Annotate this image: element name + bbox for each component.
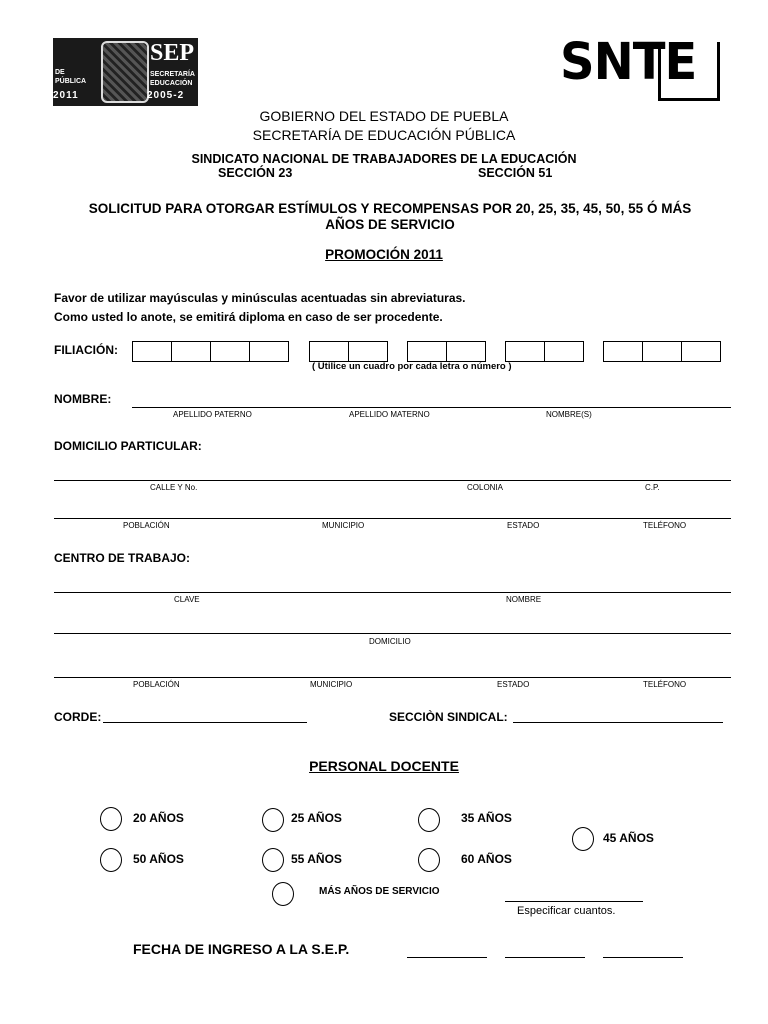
centro-estado: ESTADO xyxy=(497,680,530,689)
sep-logo-year: 2011 xyxy=(53,90,79,101)
domicilio-label: DOMICILIO PARTICULAR: xyxy=(54,439,202,453)
option-35-label: 35 AÑOS xyxy=(461,811,512,825)
domicilio-poblacion: POBLACIÓN xyxy=(123,521,170,530)
centro-label: CENTRO DE TRABAJO: xyxy=(54,551,191,565)
fecha-day-line[interactable] xyxy=(407,957,487,958)
centro-municipio: MUNICIPIO xyxy=(310,680,353,689)
personal-docente-heading: PERSONAL DOCENTE xyxy=(309,758,459,774)
option-20-radio[interactable] xyxy=(100,807,122,831)
domicilio-telefono: TELÉFONO xyxy=(643,521,687,530)
option-45-label: 45 AÑOS xyxy=(603,831,654,845)
centro-nombre: NOMBRE xyxy=(506,595,542,604)
domicilio-line-1[interactable] xyxy=(54,480,731,481)
option-45-radio[interactable] xyxy=(572,827,594,851)
centro-line-1[interactable] xyxy=(54,592,731,593)
domicilio-line-2[interactable] xyxy=(54,518,731,519)
filiacion-boxes-group-3[interactable] xyxy=(407,341,486,362)
header-section-51: SECCIÓN 51 xyxy=(478,166,553,180)
option-50-radio[interactable] xyxy=(100,848,122,872)
domicilio-estado: ESTADO xyxy=(507,521,540,530)
option-55-radio[interactable] xyxy=(262,848,284,872)
domicilio-calle: CALLE Y No. xyxy=(150,483,198,492)
instructions-line-2: Como usted lo anote, se emitirá diploma en caso de ser procedente. xyxy=(54,310,443,324)
option-35-radio[interactable] xyxy=(418,808,440,832)
fecha-ingreso-label: FECHA DE INGRESO A LA S.E.P. xyxy=(133,941,350,957)
header-section-23: SECCIÓN 23 xyxy=(218,166,293,180)
especificar-line[interactable] xyxy=(505,901,643,902)
option-60-radio[interactable] xyxy=(418,848,440,872)
form-title: SOLICITUD PARA OTORGAR ESTÍMULOS Y RECOMPENSAS POR 20, 25, 35, 45, 50, 55 Ó MÁS AÑOS DE SERVICIO xyxy=(88,201,692,232)
fecha-month-line[interactable] xyxy=(505,957,585,958)
seccion-sindical-label: SECCIÒN SINDICAL: xyxy=(389,710,508,724)
centro-domicilio: DOMICILIO xyxy=(369,637,411,646)
seccion-sindical-line[interactable] xyxy=(513,722,723,723)
centro-line-2[interactable] xyxy=(54,633,731,634)
option-25-label: 25 AÑOS xyxy=(291,811,342,825)
header-government: GOBIERNO DEL ESTADO DE PUEBLA xyxy=(259,108,509,124)
sep-seal-icon xyxy=(101,41,149,103)
nombre-sub-nombres: NOMBRE(S) xyxy=(546,410,592,419)
header-union: SINDICATO NACIONAL DE TRABAJADORES DE LA EDUCACIÓN xyxy=(191,152,577,166)
centro-line-3[interactable] xyxy=(54,677,731,678)
snte-logo-frame xyxy=(658,42,720,101)
sep-logo-text: DE PÚBLICA xyxy=(55,69,87,85)
domicilio-municipio: MUNICIPIO xyxy=(322,521,365,530)
option-50-label: 50 AÑOS xyxy=(133,852,184,866)
centro-clave: CLAVE xyxy=(174,595,200,604)
nombre-label: NOMBRE: xyxy=(54,392,112,406)
nombre-sub-paterno: APELLIDO PATERNO xyxy=(173,410,252,419)
header-secretaria: SECRETARÍA DE EDUCACIÓN PÚBLICA xyxy=(252,127,516,143)
centro-poblacion: POBLACIÓN xyxy=(133,680,180,689)
filiacion-boxes-group-4[interactable] xyxy=(505,341,584,362)
fecha-year-line[interactable] xyxy=(603,957,683,958)
option-mas-radio[interactable] xyxy=(272,882,294,906)
corde-line[interactable] xyxy=(103,722,307,723)
option-mas-label: MÁS AÑOS DE SERVICIO xyxy=(319,886,440,897)
filiacion-boxes-group-5[interactable] xyxy=(603,341,721,362)
nombre-sub-materno: APELLIDO MATERNO xyxy=(349,410,430,419)
promotion-year: PROMOCIÓN 2011 xyxy=(325,247,443,262)
option-25-radio[interactable] xyxy=(262,808,284,832)
domicilio-cp: C.P. xyxy=(645,483,660,492)
nombre-line[interactable] xyxy=(132,407,731,408)
sep-logo-title: SEP xyxy=(150,40,195,66)
filiacion-label: FILIACIÓN: xyxy=(54,343,118,357)
domicilio-colonia: COLONIA xyxy=(467,483,504,492)
centro-telefono: TELÉFONO xyxy=(643,680,687,689)
snte-logo: SNTE xyxy=(560,32,697,92)
option-55-label: 55 AÑOS xyxy=(291,852,342,866)
sep-logo-subtitle: SECRETARÍA EDUCACIÓN xyxy=(150,71,195,87)
filiacion-boxes-group-2[interactable] xyxy=(309,341,388,362)
option-20-label: 20 AÑOS xyxy=(133,811,184,825)
filiacion-boxes-group-1[interactable] xyxy=(132,341,289,362)
sep-logo-year-range: 2005-2 xyxy=(147,90,185,101)
instructions-line-1: Favor de utilizar mayúsculas y minúsculas acentuadas sin abreviaturas. xyxy=(54,291,466,305)
filiacion-hint: ( Utilice un cuadro por cada letra o número ) xyxy=(312,361,512,372)
especificar-label: Especificar cuantos. xyxy=(517,905,616,917)
corde-label: CORDE: xyxy=(54,710,102,724)
option-60-label: 60 AÑOS xyxy=(461,852,512,866)
sep-logo xyxy=(53,38,198,106)
